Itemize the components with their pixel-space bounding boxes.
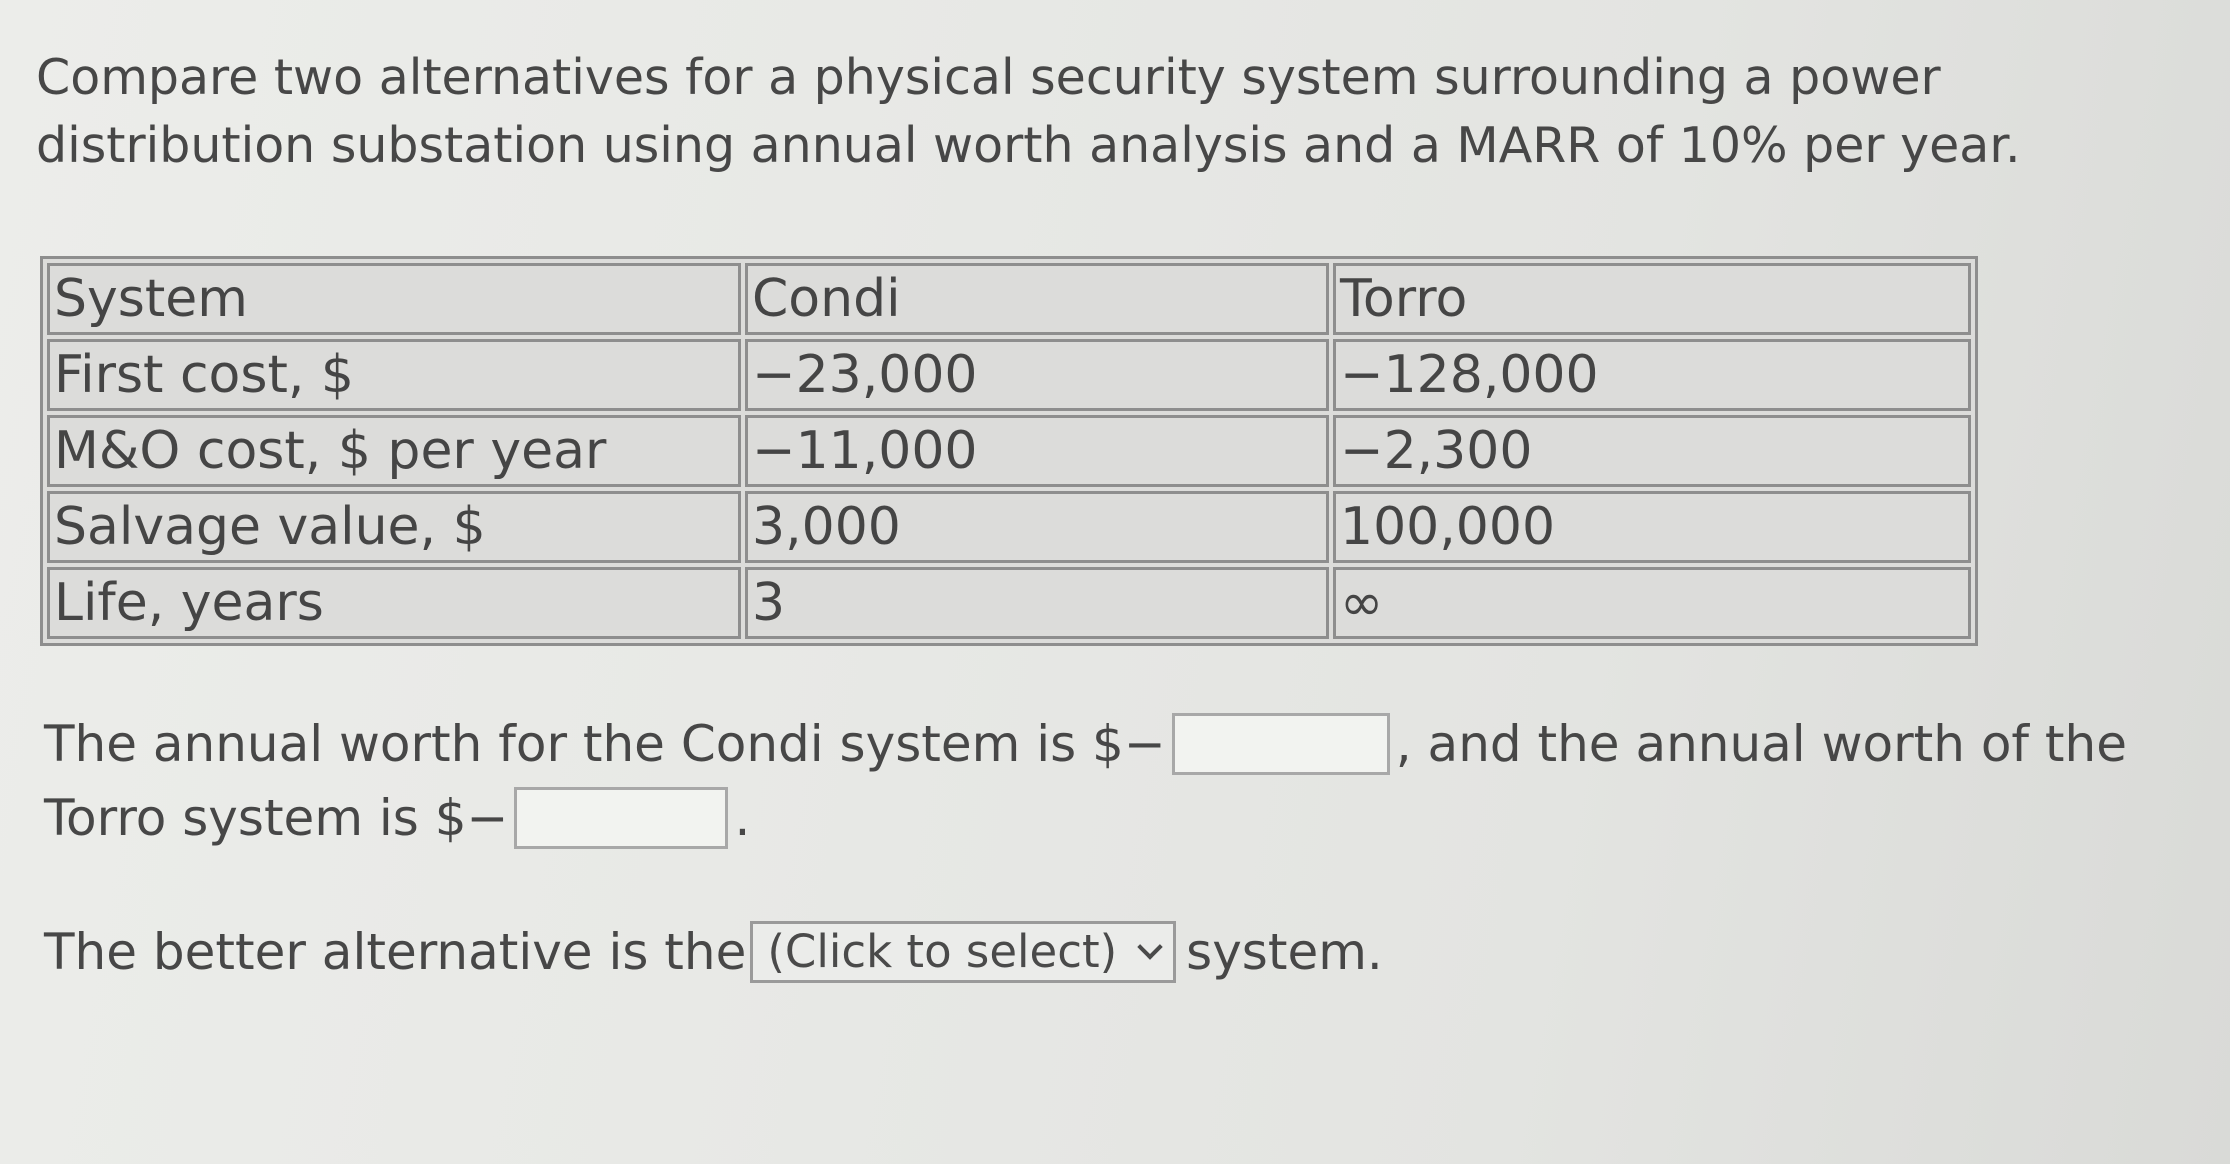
condi-value: 3,000	[745, 491, 1329, 563]
chevron-down-icon	[1137, 934, 1162, 959]
condi-suffix-text: , and the annual worth of the	[1395, 715, 2127, 773]
row-label: Salvage value, $	[47, 491, 741, 563]
condi-value: 3	[745, 567, 1329, 639]
select-label: (Click to select)	[767, 924, 1118, 978]
alternatives-table	[40, 256, 1978, 646]
condi-value: −11,000	[745, 415, 1329, 487]
better-alternative-sentence	[44, 922, 1383, 987]
header-system: System	[47, 263, 741, 335]
torro-value: ∞	[1333, 567, 1971, 639]
table-row	[47, 415, 1971, 487]
row-label: Life, years	[47, 567, 741, 639]
condi-annual-worth-input[interactable]	[1172, 713, 1390, 775]
better-alternative-select[interactable]	[750, 921, 1176, 983]
torro-prefix-text: Torro system is $−	[44, 789, 509, 847]
header-condi: Condi	[745, 263, 1329, 335]
torro-annual-worth-input[interactable]	[514, 787, 728, 849]
torro-suffix-text: .	[734, 789, 751, 847]
table-row	[47, 567, 1971, 639]
better-suffix-text: system.	[1186, 923, 1383, 981]
torro-value: 100,000	[1333, 491, 1971, 563]
table-header-row	[47, 263, 1971, 335]
better-prefix-text: The better alternative is the	[44, 923, 747, 981]
torro-answer-sentence	[44, 788, 750, 853]
torro-value: −128,000	[1333, 339, 1971, 411]
header-torro: Torro	[1333, 263, 1971, 335]
question-text: Compare two alternatives for a physical security system surrounding a power distribution substation using annual worth analysis and a MARR of 10% per year.	[36, 49, 2021, 174]
condi-prefix-text: The annual worth for the Condi system is $−	[44, 715, 1166, 773]
torro-value: −2,300	[1333, 415, 1971, 487]
condi-answer-sentence	[44, 714, 2127, 779]
row-label: M&O cost, $ per year	[47, 415, 741, 487]
table-row	[47, 491, 1971, 563]
condi-value: −23,000	[745, 339, 1329, 411]
table-row	[47, 339, 1971, 411]
row-label: First cost, $	[47, 339, 741, 411]
